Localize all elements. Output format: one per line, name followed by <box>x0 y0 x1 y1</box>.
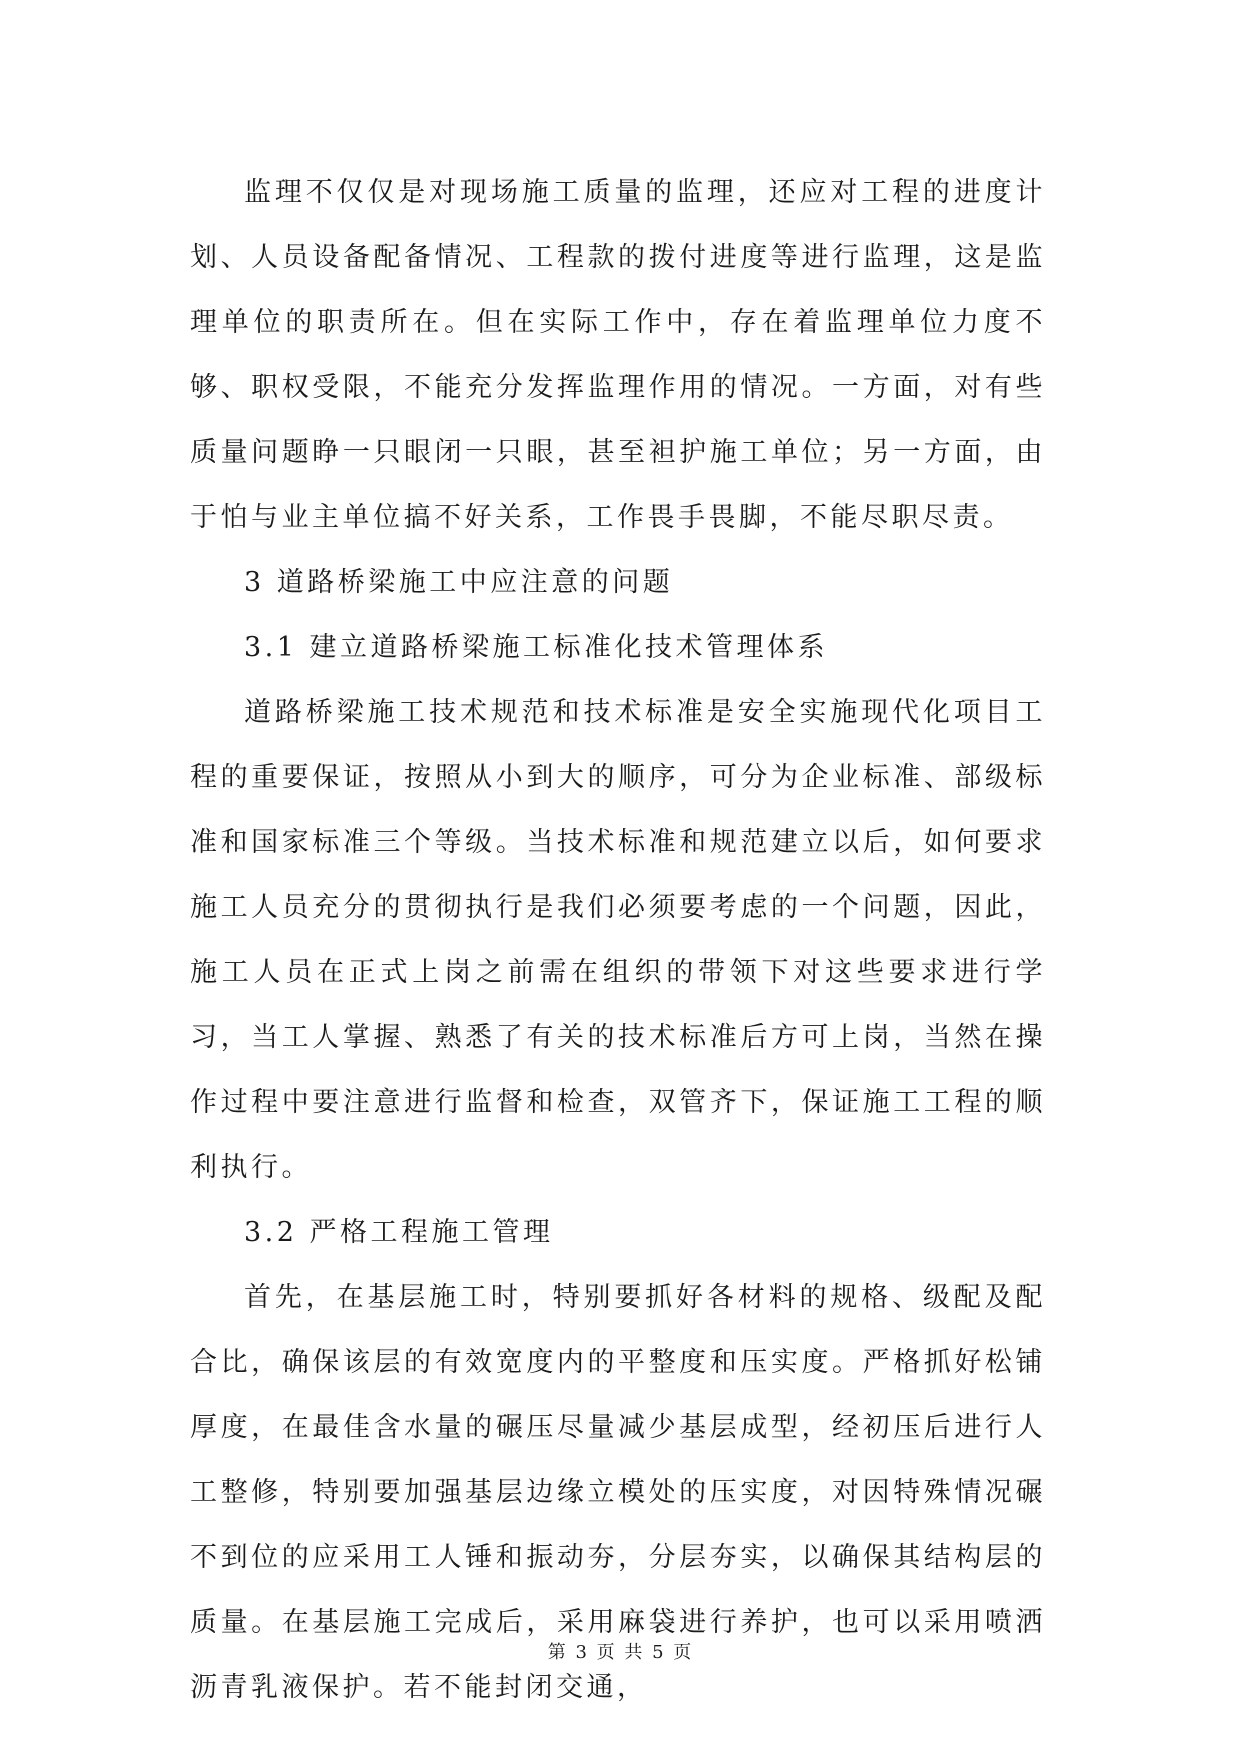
section-heading-3: 3 道路桥梁施工中应注意的问题 <box>244 567 674 598</box>
paragraph-construction-management: 首先，在基层施工时，特别要抓好各材料的规格、级配及配合比，确保该层的有效宽度内的平整度和压实度。严格抓好松铺厚度，在最佳含水量的碾压尽量减少基层成型，经初压后进行人工整修，特别要加强基层边缘立模处的压实度，对因特殊情况碾不到位的应采用工人锤和振动夯，分层夯实，以确保其结构层的质量。在基层施工完成后，采用麻袋进行养护，也可以采用喷洒沥青乳液保护。若不能封闭交通， <box>190 1282 1046 1703</box>
document-body <box>190 160 1046 1720</box>
section-heading-3-1: 3.1 建立道路桥梁施工标准化技术管理体系 <box>244 632 829 663</box>
section-heading-3-2: 3.2 严格工程施工管理 <box>244 1217 554 1248</box>
paragraph-supervision: 监理不仅仅是对现场施工质量的监理，还应对工程的进度计划、人员设备配备情况、工程款的拨付进度等进行监理，这是监理单位的职责所在。但在实际工作中，存在着监理单位力度不够、职权受限，不能充分发挥监理作用的情况。一方面，对有些质量问题睁一只眼闭一只眼，甚至袒护施工单位；另一方面，由于怕与业主单位搞不好关系，工作畏手畏脚，不能尽职尽责。 <box>190 177 1046 533</box>
paragraph-standards: 道路桥梁施工技术规范和技术标准是安全实施现代化项目工程的重要保证，按照从小到大的顺序，可分为企业标准、部级标准和国家标准三个等级。当技术标准和规范建立以后，如何要求施工人员充分的贯彻执行是我们必须要考虑的一个问题，因此，施工人员在正式上岗之前需在组织的带领下对这些要求进行学习，当工人掌握、熟悉了有关的技术标准后方可上岗，当然在操作过程中要注意进行监督和检查，双管齐下，保证施工工程的顺利执行。 <box>190 697 1046 1183</box>
page-number-footer: 第 3 页 共 5 页 <box>547 1642 694 1663</box>
